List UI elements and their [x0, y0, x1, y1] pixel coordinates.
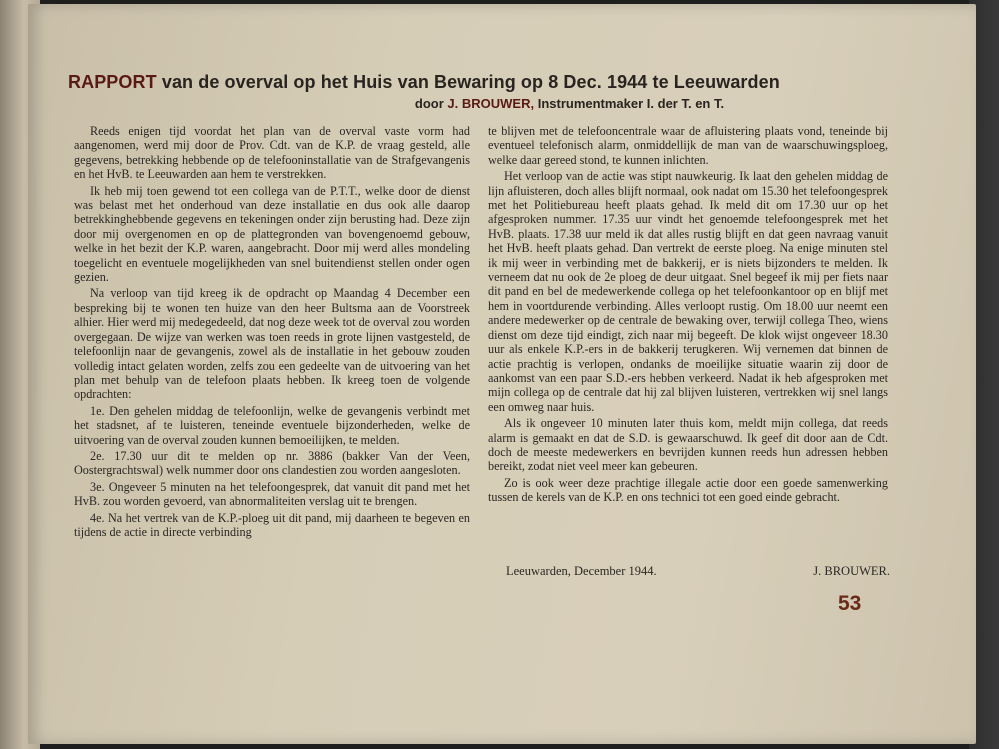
left-column [74, 124, 470, 541]
byline-prefix: door [414, 96, 444, 111]
byline-name: J. BROUWER, [447, 96, 535, 111]
paragraph: Het verloop van de actie was stipt nauwkeurig. Ik laat den gehelen middag de lijn afluisteren, doch alles blijft normaal, ook nadat om 15.30 het telefoongesprek met het Politiebureau heeft plaats gehad. Ik meld dit om 17.30 uur op het afgesproken nummer. 17.35 uur vindt het genoemde telefoongesprek met het HvB. plaats. 17.38 uur meld ik dat alles rustig blijft en dat geen navraag vanuit het HvB. heeft plaats gehad. Dan vertrekt de eerste ploeg. Na enige minuten stel ik mij weer in verbinding met de bakkerij, er is niets bijzonders te melden. Ik verneem dat nu ook de 2e ploeg de deur uitgaat. Snel begeef ik mij per fiets naar dit pand en bel de medewerkende collega op het telefoonkantoor op en blijf met hem in voortdurende verbinding. Alles verloopt rustig. Om 18.00 uur neemt een andere medewerker op de centrale de bewaking over, terwijl collega Theo, wiens dienst om deze tijd eindigt, zich naar mij begeeft. De klok wijst ongeveer 18.30 uur als enkele K.P.-ers in de bakkerij terugkeren. Wij vernemen dat binnen de actie prachtig is verlopen, ondanks de moeilijke situatie waarin zij door de aankomst van een paar S.D.-ers hebben verkeerd. Nadat ik heb afgesproken met mijn collega op de centrale dat hij zal blijven luisteren, vertrekken wij snel langs een omweg naar huis. [488, 169, 888, 414]
paragraph: Reeds enigen tijd voordat het plan van de overval vaste vorm had aangenomen, werd mij door de Prov. Cdt. van de K.P. de vraag gesteld, alle gegevens, betrekking hebbende op de telefooninstallatie van de Strafgevangenis en het HvB. te Leeuwarden aan hem te verstrekken. [74, 124, 470, 182]
report-title [68, 72, 888, 93]
paragraph: 2e. 17.30 uur dit te melden op nr. 3886 (bakker Van der Veen, Oostergrachtswal) welk nummer door ons clandestien zou worden aangesloten. [74, 448, 470, 478]
paragraph: te blijven met de telefooncentrale waar de afluistering plaats vond, teneinde bij eventueel telefonisch alarm, onmiddellijk de man van de waarschuwingsploeg, welke daar gereed stond, te kunnen inlichten. [488, 124, 888, 167]
byline-role: Instrumentmaker I. der T. en T. [537, 96, 725, 111]
right-column [488, 124, 888, 507]
paragraph: 4e. Na het vertrek van de K.P.-ploeg uit dit pand, mij daarheen te begeven en tijdens de actie in directe verbinding [74, 510, 470, 539]
title-lead: RAPPORT [68, 72, 157, 92]
signature: J. BROUWER. [813, 564, 890, 578]
byline [0, 96, 999, 111]
paragraph: Zo is ook weer deze prachtige illegale actie door een goede samenwerking tussen de kerels van de K.P. en ons technici tot een goed einde gebracht. [488, 475, 888, 505]
paragraph: Ik heb mij toen gewend tot een collega van de P.T.T., welke door de dienst was belast met het onderhoud van deze installatie en dus ook alle daarop betrekkinghebbende gegevens en tekeningen onder zijn berusting had. Deze zijn door mij overgenomen en op de plattegronden van bovengenoemd gebouw, welke in het bezit der K.P. waren, aangebracht. Door mij werd alles mondeling toegelicht en eventuele mogelijkheden van snel buitendienst stellen onder ogen gezien. [74, 183, 470, 285]
paragraph: Na verloop van tijd kreeg ik de opdracht op Maandag 4 December een bespreking bij te wonen ten huize van den heer Bultsma aan de Voorstreek alhier. Hier werd mij medegedeeld, dat nog deze week tot de overval zou worden overgegaan. De wijze van werken was toen reeds in grote lijnen vastgesteld, de telefoonlijn naar de gevangenis, zowel als de installatie in het gebouw zouden volledig intact gelaten worden, zelfs zou een gedeelte van de uitvoering van het plan met behulp van de telefoon plaats hebben. Ik kreeg toen de volgende opdrachten: [74, 286, 470, 402]
place-date: Leeuwarden, December 1944. [506, 564, 657, 578]
page-number: 53 [838, 592, 862, 615]
paragraph: 3e. Ongeveer 5 minuten na het telefoongesprek, dat vanuit dit pand met het HvB. zou worden gevoerd, van abnormaliteiten verslag uit te brengen. [74, 479, 470, 509]
title-rest: van de overval op het Huis van Bewaring op 8 Dec. 1944 te Leeuwarden [161, 72, 780, 92]
paragraph: Als ik ongeveer 10 minuten later thuis kom, meldt mijn collega, dat reeds alarm is gemaakt en dat de S.D. is gewaarschuwd. Ik geef dit door aan de Cdt. doch de meeste medewerkers en bevrijden kunnen reeds hun adressen hebben bereikt, zodat niet veel meer kan gebeuren. [488, 416, 888, 474]
signoff [506, 564, 890, 579]
paragraph: 1e. Den gehelen middag de telefoonlijn, welke de gevangenis verbindt met het stadsnet, af te luisteren, teneinde eventuele bijzonderheden, welke de uitvoering van de overval zouden kunnen bemoeilijken, te melden. [74, 403, 470, 447]
